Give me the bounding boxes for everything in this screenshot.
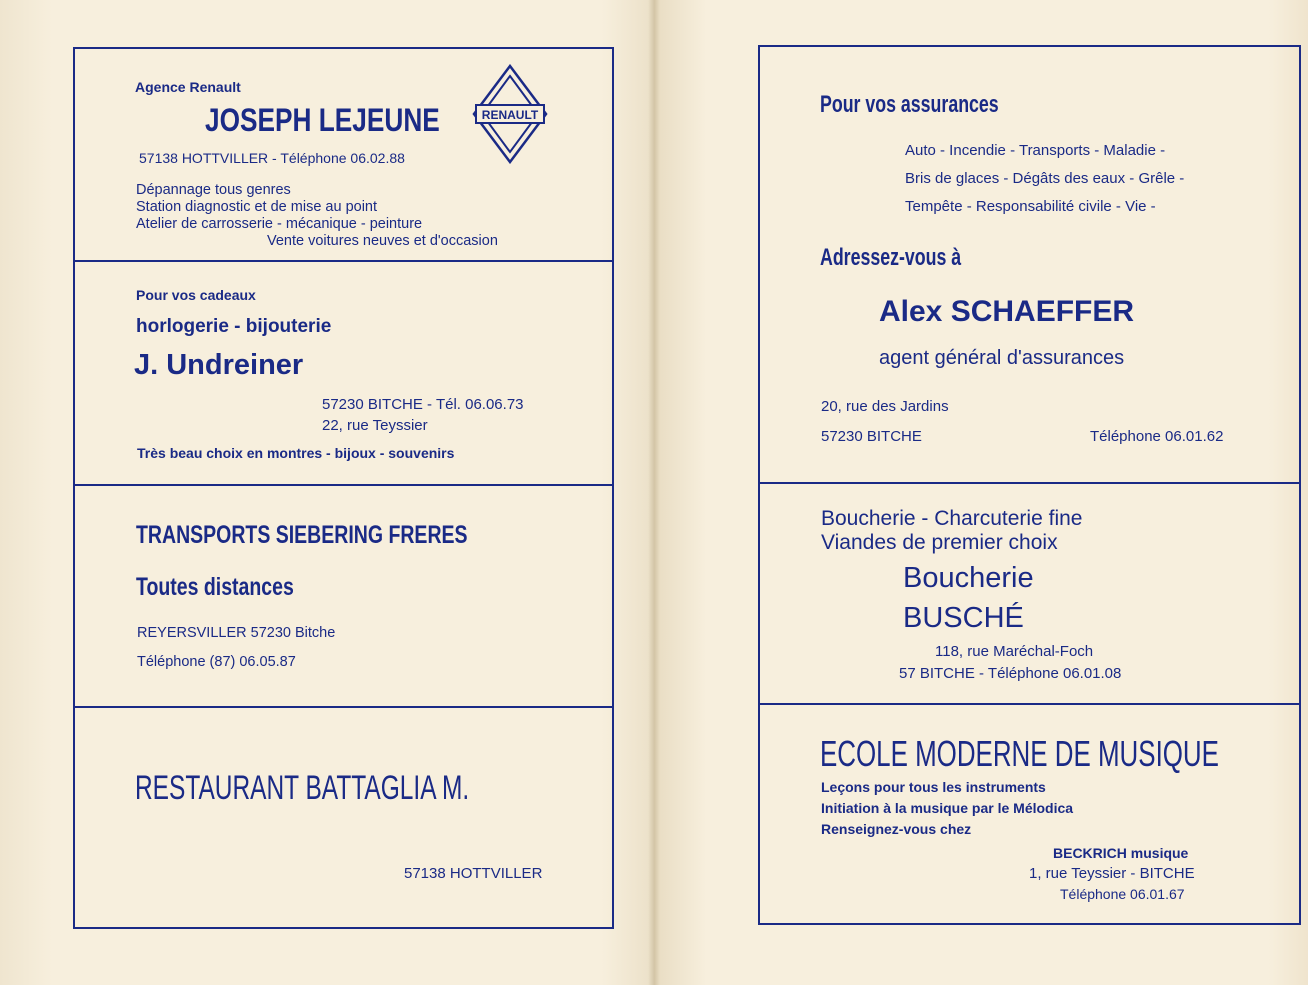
undreiner-kicker: Pour vos cadeaux: [136, 287, 256, 303]
right-divider-2: [760, 703, 1299, 705]
musique-line-3: Renseignez-vous chez: [821, 821, 972, 837]
renault-service-1: Dépannage tous genres: [136, 182, 291, 198]
undreiner-name: J. Undreiner: [134, 349, 304, 381]
undreiner-street: 22, rue Teyssier: [322, 417, 428, 434]
schaeffer-phone: Téléphone 06.01.62: [1090, 428, 1224, 445]
musique-line-1: Leçons pour tous les instruments: [821, 779, 1046, 795]
musique-street: 1, rue Teyssier - BITCHE: [1029, 865, 1195, 882]
left-ad-frame: [73, 47, 614, 929]
schaeffer-line-3: Tempête - Responsabilité civile - Vie -: [905, 198, 1156, 215]
musique-name: ECOLE MODERNE DE MUSIQUE: [820, 733, 1219, 774]
renault-logo-text: RENAULT: [481, 108, 539, 122]
busche-name-2: BUSCHÉ: [903, 602, 1024, 634]
siebering-subtitle: Toutes distances: [136, 573, 294, 601]
siebering-phone: Téléphone (87) 06.05.87: [137, 654, 296, 670]
siebering-name: TRANSPORTS SIEBERING FRERES: [136, 521, 468, 549]
busche-name-1: Boucherie: [903, 562, 1034, 594]
siebering-address: REYERSVILLER 57230 Bitche: [137, 625, 336, 641]
page-gutter: [648, 0, 660, 985]
renault-address: 57138 HOTTVILLER - Téléphone 06.02.88: [139, 150, 405, 166]
schaeffer-city: 57230 BITCHE: [821, 428, 922, 445]
schaeffer-role: agent général d'assurances: [879, 347, 1125, 369]
battaglia-city: 57138 HOTTVILLER: [404, 865, 543, 882]
left-divider-1: [75, 260, 612, 262]
musique-phone: Téléphone 06.01.67: [1060, 886, 1185, 902]
right-divider-1: [760, 482, 1299, 484]
musique-shop: BECKRICH musique: [1053, 845, 1189, 861]
renault-diamond-logo: [472, 64, 548, 164]
busche-city: 57 BITCHE - Téléphone 06.01.08: [899, 665, 1122, 682]
schaeffer-name: Alex SCHAEFFER: [879, 295, 1135, 328]
busche-street: 118, rue Maréchal-Foch: [935, 643, 1094, 660]
renault-service-2: Station diagnostic et de mise au point: [136, 199, 378, 215]
schaeffer-heading: Pour vos assurances: [820, 91, 999, 118]
schaeffer-street: 20, rue des Jardins: [821, 398, 949, 415]
renault-service-3: Atelier de carrosserie - mécanique - peinture: [136, 216, 423, 232]
busche-line-2: Viandes de premier choix: [821, 531, 1058, 554]
renault-name: JOSEPH LEJEUNE: [205, 102, 440, 138]
schaeffer-address-heading: Adressez-vous à: [820, 244, 962, 271]
renault-service-4: Vente voitures neuves et d'occasion: [267, 233, 498, 249]
left-divider-3: [75, 706, 612, 708]
right-ad-frame: [758, 45, 1301, 925]
undreiner-tagline: Très beau choix en montres - bijoux - souvenirs: [137, 445, 455, 461]
schaeffer-line-2: Bris de glaces - Dégâts des eaux - Grêle -: [905, 170, 1185, 187]
busche-line-1: Boucherie - Charcuterie fine: [821, 507, 1083, 530]
battaglia-name: RESTAURANT BATTAGLIA M.: [135, 769, 470, 807]
schaeffer-line-1: Auto - Incendie - Transports - Maladie -: [905, 142, 1166, 159]
undreiner-trade: horlogerie - bijouterie: [136, 316, 332, 337]
left-divider-2: [75, 484, 612, 486]
musique-line-2: Initiation à la musique par le Mélodica: [821, 800, 1074, 816]
undreiner-city: 57230 BITCHE - Tél. 06.06.73: [322, 396, 524, 413]
renault-kicker: Agence Renault: [135, 79, 241, 95]
